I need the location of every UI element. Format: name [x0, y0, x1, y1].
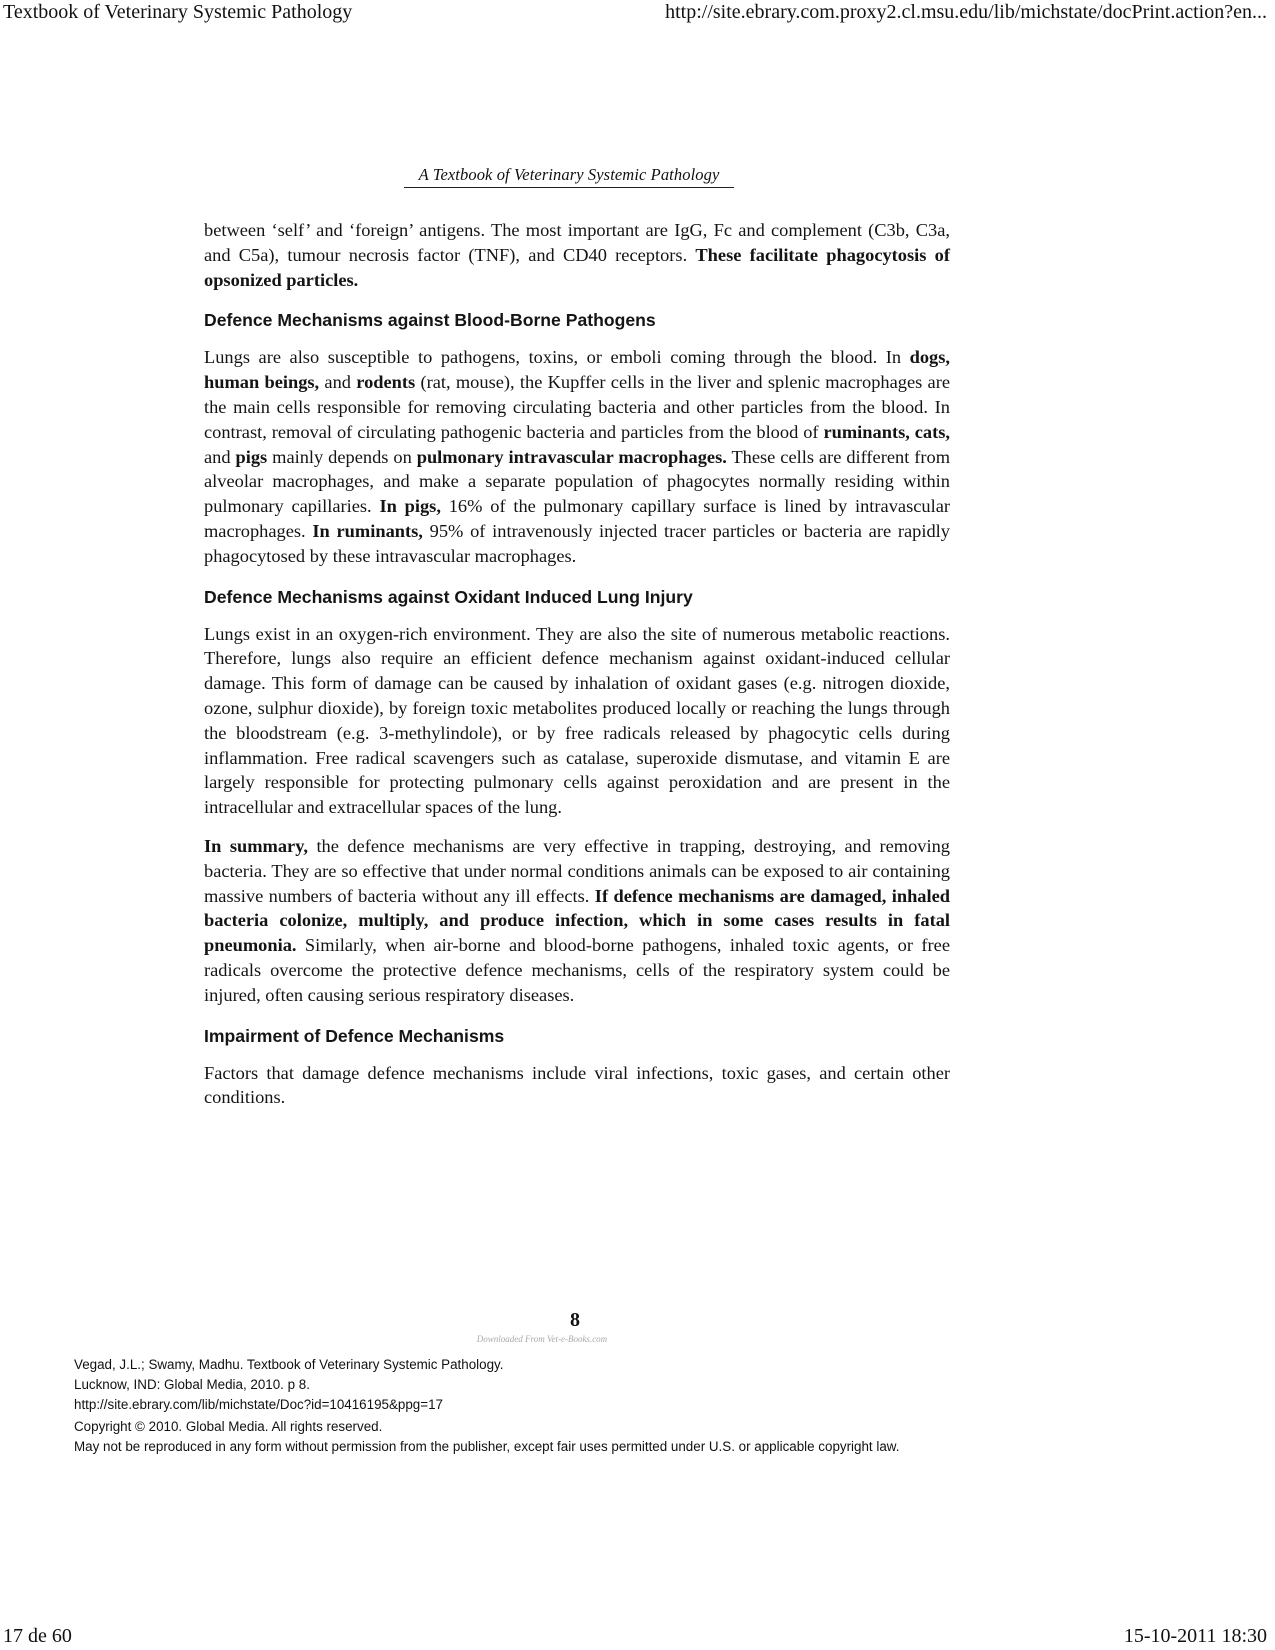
text-run: and	[204, 446, 236, 467]
citation-authors-title: Vegad, J.L.; Swamy, Madhu. Textbook of Veterinary Systemic Pathology.	[74, 1357, 504, 1372]
copyright-notice: May not be reproduced in any form without permission from the publisher, except fair uses permitted under U.S. or applicable copyright law.	[74, 1439, 900, 1455]
page-url: http://site.ebrary.com.proxy2.cl.msu.edu/lib/michstate/docPrint.action?en...	[665, 1, 1267, 23]
bold-run: These facilitate phagocytosis of opsonized particles.	[204, 244, 950, 290]
bold-run: dogs, human beings,	[204, 347, 950, 393]
text-run: These cells are different from alveolar macrophages, and make a separate population of phagocytes normally residing within pulmonary capillaries.	[204, 446, 950, 517]
text-run: Lungs are also susceptible to pathogens, toxins, or emboli coming through the blood. In	[204, 347, 910, 368]
text-run: 95% of intravenously injected tracer particles or bacteria are rapidly phagocytosed by these intravascular macrophages.	[204, 520, 950, 566]
text-run: the defence mechanisms are very effective in trapping, destroying, and removing bacteria. They are so effective that under normal conditions animals can be exposed to air containing massive numbers of bacteria without any ill effects.	[204, 835, 950, 906]
bold-run: ruminants, cats,	[823, 421, 950, 442]
page-number: 8	[570, 1309, 580, 1331]
summary-paragraph	[204, 834, 950, 1008]
citation-url: http://site.ebrary.com/lib/michstate/Doc?id=10416195&ppg=17	[74, 1396, 443, 1412]
running-head: A Textbook of Veterinary Systemic Pathology	[404, 165, 734, 188]
bold-run: In ruminants,	[312, 520, 423, 541]
text-run: 16% of the pulmonary capillary surface is lined by intravascular macrophages.	[204, 496, 950, 541]
browser-print-header	[0, 0, 1275, 26]
heading-impairment: Impairment of Defence Mechanisms	[204, 1025, 505, 1046]
bold-run: In summary,	[204, 835, 308, 856]
copyright-line: Copyright © 2010. Global Media. All rights reserved.	[74, 1419, 383, 1435]
document-title: Textbook of Veterinary Systemic Pathology	[3, 1, 353, 23]
citation-block	[74, 1355, 1174, 1457]
text-run: between ‘self’ and ‘foreign’ antigens. The most important are IgG, Fc and complement (C3b, C3a, and C5a), tumour necrosis factor (TNF), and CD40 receptors.	[204, 220, 950, 265]
bold-run: rodents	[356, 372, 416, 393]
print-timestamp: 15-10-2011 18:30	[1123, 1625, 1267, 1647]
download-watermark: Downloaded From Vet-e-Books.com	[476, 1334, 608, 1344]
bold-run: pigs	[235, 446, 268, 467]
heading-blood-borne: Defence Mechanisms against Blood-Borne Pathogens	[204, 310, 656, 331]
bold-run: If defence mechanisms are damaged, inhaled bacteria colonize, multiply, and produce infection, which in some cases results in fatal pneumonia.	[204, 885, 950, 956]
page-counter: 17 de 60	[3, 1625, 72, 1647]
text-run: and	[319, 372, 357, 393]
citation-publisher: Lucknow, IND: Global Media, 2010. p 8.	[74, 1376, 310, 1392]
bold-run: pulmonary intravascular macrophages.	[416, 446, 727, 467]
heading-oxidant: Defence Mechanisms against Oxidant Induced Lung Injury	[204, 586, 693, 607]
blood-borne-paragraph	[204, 345, 950, 568]
browser-print-footer	[0, 1624, 1275, 1650]
text-run: Similarly, when air-borne and blood-borne pathogens, inhaled toxic agents, or free radicals overcome the protective defence mechanisms, cells of the respiratory system could be injured, often causing serious respiratory diseases.	[204, 935, 950, 1005]
intro-paragraph	[204, 218, 950, 292]
page-body	[204, 218, 950, 1110]
oxidant-paragraph: Lungs exist in an oxygen-rich environment. They are also the site of numerous metabolic reactions. Therefore, lungs also require an efficient defence mechanism against oxidant-induced cellular damage. This form of damage can be caused by inhalation of oxidant gases (e.g. nitrogen dioxide, ozone, sulphur dioxide), by foreign toxic metabolites produced locally or reaching the lungs through the bloodstream (e.g. 3-methylindole), or by free radicals released by phagocytic cells during inflammation. Free radical scavengers such as catalase, superoxide dismutase, and vitamin E are largely responsible for protecting pulmonary cells against peroxidation and are present in the intracellular and extracellular spaces of the lung.	[204, 623, 950, 818]
bold-run: In pigs,	[379, 496, 441, 517]
text-run: (rat, mouse), the Kupffer cells in the liver and splenic macrophages are the main cells responsible for removing circulating bacteria and other particles from the blood. In contrast, removal of circulating pathogenic bacteria and particles from the blood of	[204, 372, 950, 442]
impairment-paragraph: Factors that damage defence mechanisms include viral infections, toxic gases, and certain other conditions.	[204, 1062, 950, 1108]
text-run: mainly depends on	[267, 446, 417, 467]
